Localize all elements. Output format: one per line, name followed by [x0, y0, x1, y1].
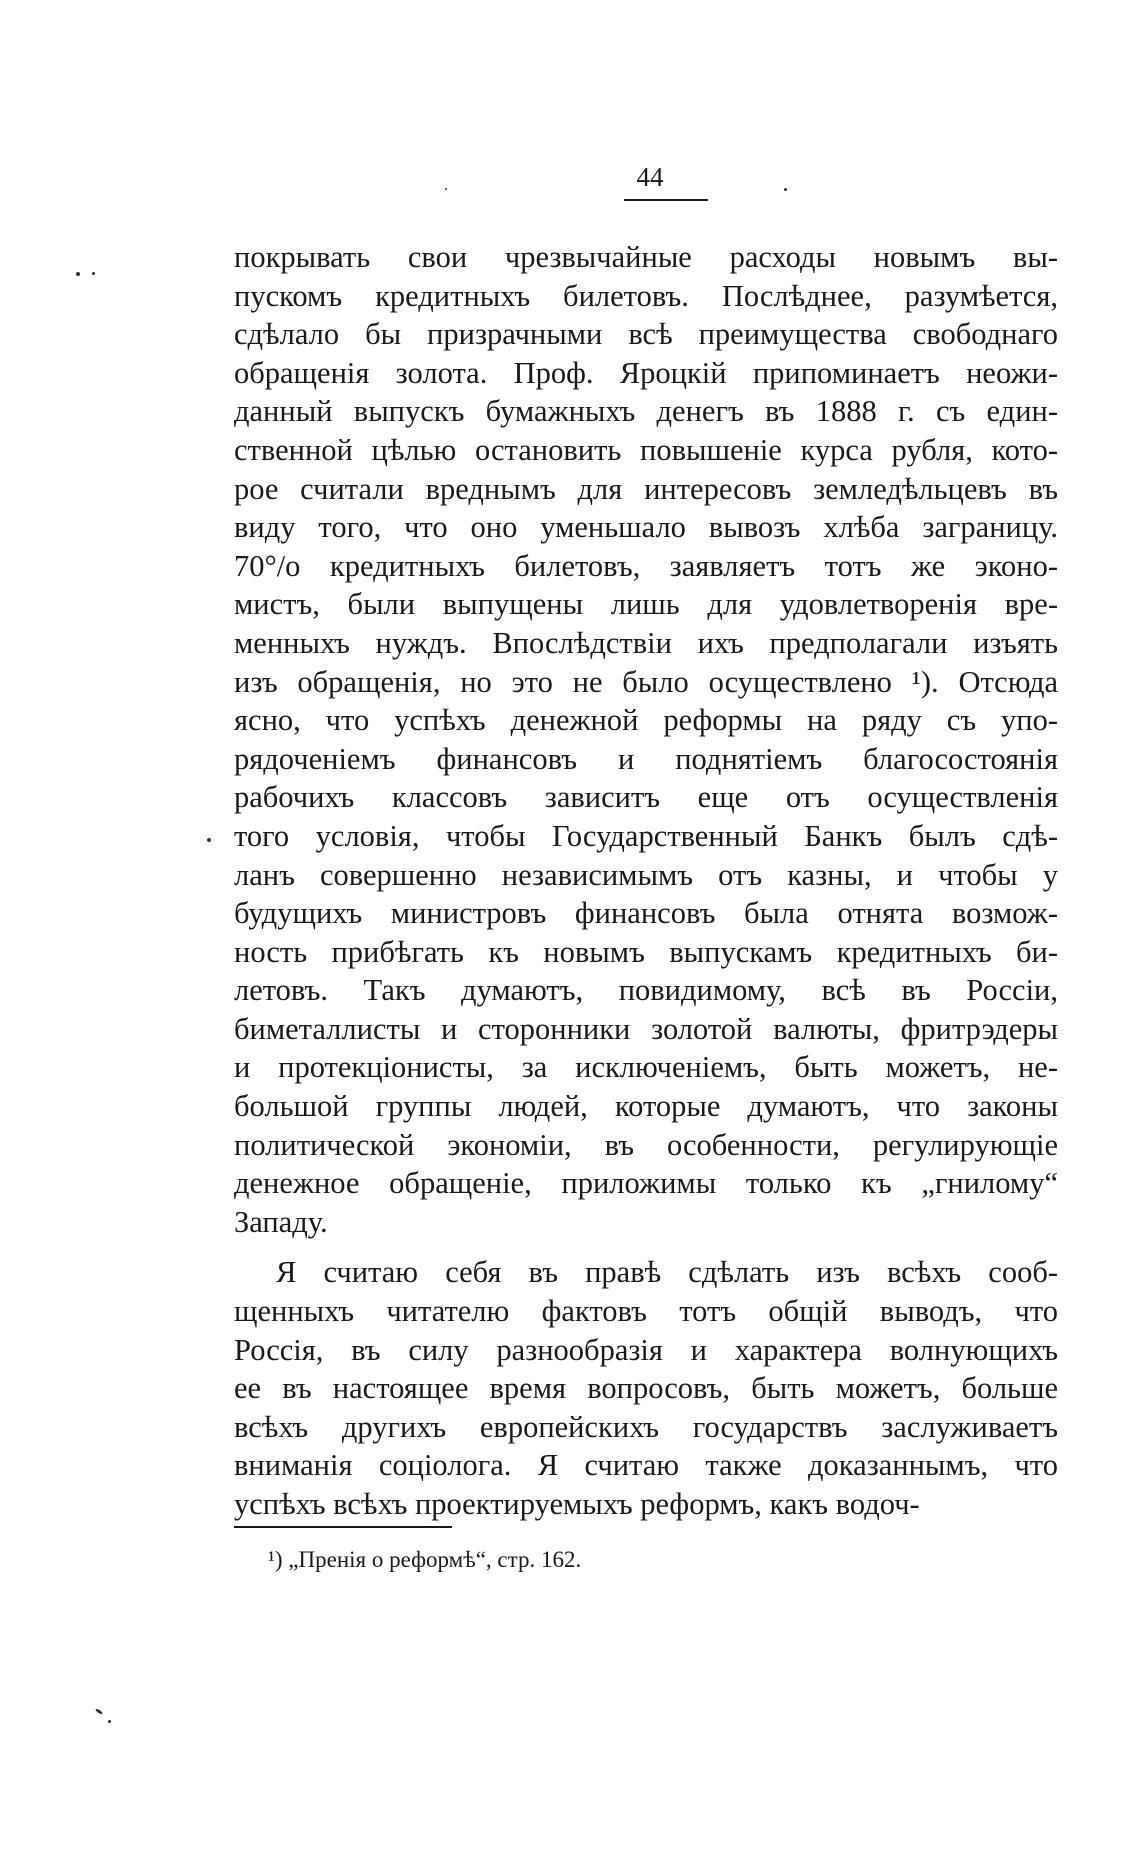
text-line: и протекціонисты, за исключеніемъ, быть можетъ, не- — [234, 1050, 1058, 1085]
text-line: вниманія соціолога. Я считаю также доказаннымъ, что — [234, 1448, 1058, 1483]
text-line: ственной цѣлью остановить повышеніе курса рубля, кото- — [234, 432, 1058, 467]
text-line: Россія, въ силу разнообразія и характера волнующихъ — [234, 1332, 1058, 1367]
page-number-underline — [624, 199, 708, 201]
text-line: летовъ. Такъ думаютъ, повидимому, всѣ въ Россіи, — [234, 973, 1058, 1008]
text-line: всѣхъ другихъ европейскихъ государствъ заслуживаетъ — [234, 1409, 1058, 1444]
text-line: биметаллисты и сторонники золотой валюты, фритрэдеры — [234, 1011, 1058, 1046]
text-line: покрывать свои чрезвычайные расходы новымъ вы- — [234, 240, 1058, 274]
text-line: ее въ настоящее время вопросовъ, быть можетъ, больше — [234, 1371, 1058, 1406]
footnote: ¹) „Пренія о реформѣ“, стр. 162. — [268, 1547, 582, 1572]
scan-speck — [445, 188, 447, 190]
paragraph — [234, 1253, 1058, 1523]
scan-speck — [95, 1708, 103, 1715]
text-line: пускомъ кредитныхъ билетовъ. Послѣднее, разумѣется, — [234, 278, 1058, 313]
text-line: щенныхъ читателю фактовъ тотъ общій выводъ, что — [234, 1294, 1058, 1329]
text-line: виду того, что оно уменьшало вывозъ хлѣба заграницу. — [234, 510, 1058, 545]
text-line: того условія, чтобы Государственный Банкъ былъ сдѣ- — [234, 818, 1058, 853]
text-line: ясно, что успѣхъ денежной реформы на ряду съ упо- — [234, 703, 1058, 738]
text-line: большой группы людей, которые думаютъ, что законы — [234, 1089, 1058, 1124]
scan-speck — [784, 188, 787, 191]
text-line: данный выпускъ бумажныхъ денегъ въ 1888 г. съ един- — [234, 394, 1058, 429]
text-line: менныхъ нуждъ. Впослѣдствіи ихъ предполагали изъять — [234, 625, 1058, 660]
footnote-separator — [234, 1526, 452, 1528]
paragraph-gap — [234, 1241, 1058, 1253]
text-line: рабочихъ классовъ зависитъ еще отъ осуществленія — [234, 780, 1058, 815]
paragraph — [234, 238, 1058, 1241]
text-line: Я считаю себя въ правѣ сдѣлать изъ всѣхъ сооб- — [276, 1255, 1058, 1290]
text-line: денежное обращеніе, приложимы только къ „гнилому“ — [234, 1166, 1058, 1201]
scan-speck — [108, 1720, 111, 1723]
page-number: 44 — [636, 162, 664, 192]
text-line: рое считали вреднымъ для интересовъ земледѣльцевъ въ — [234, 471, 1058, 506]
text-line: успѣхъ всѣхъ проектируемыхъ реформъ, какъ водоч- — [234, 1487, 920, 1521]
text-line: политической экономіи, въ особенности, регулирующіе — [234, 1127, 1058, 1162]
text-line: сдѣлало бы призрачными всѣ преимущества свободнаго — [234, 317, 1058, 352]
text-line: изъ обращенія, но это не было осуществлено ¹). Отсюда — [234, 664, 1058, 699]
text-line: ланъ совершенно независимымъ отъ казны, и чтобы у — [234, 857, 1058, 892]
text-line: Западу. — [234, 1204, 328, 1239]
body-text — [234, 238, 1058, 1524]
scan-speck — [92, 272, 95, 275]
scan-speck — [207, 838, 211, 842]
text-line: будущихъ министровъ финансовъ была отнята возмож- — [234, 896, 1058, 931]
text-line: рядоченіемъ финансовъ и поднятіемъ благосостоянія — [234, 741, 1058, 776]
text-line: обращенія золота. Проф. Яроцкій припоминаетъ неожи- — [234, 355, 1058, 390]
text-line: мистъ, были выпущены лишь для удовлетворенія вре- — [234, 587, 1058, 622]
scan-speck — [76, 272, 80, 276]
text-line: 70°/o кредитныхъ билетовъ, заявляетъ тотъ же эконо- — [234, 548, 1058, 583]
text-line: ность прибѣгать къ новымъ выпускамъ кредитныхъ би- — [234, 934, 1058, 969]
